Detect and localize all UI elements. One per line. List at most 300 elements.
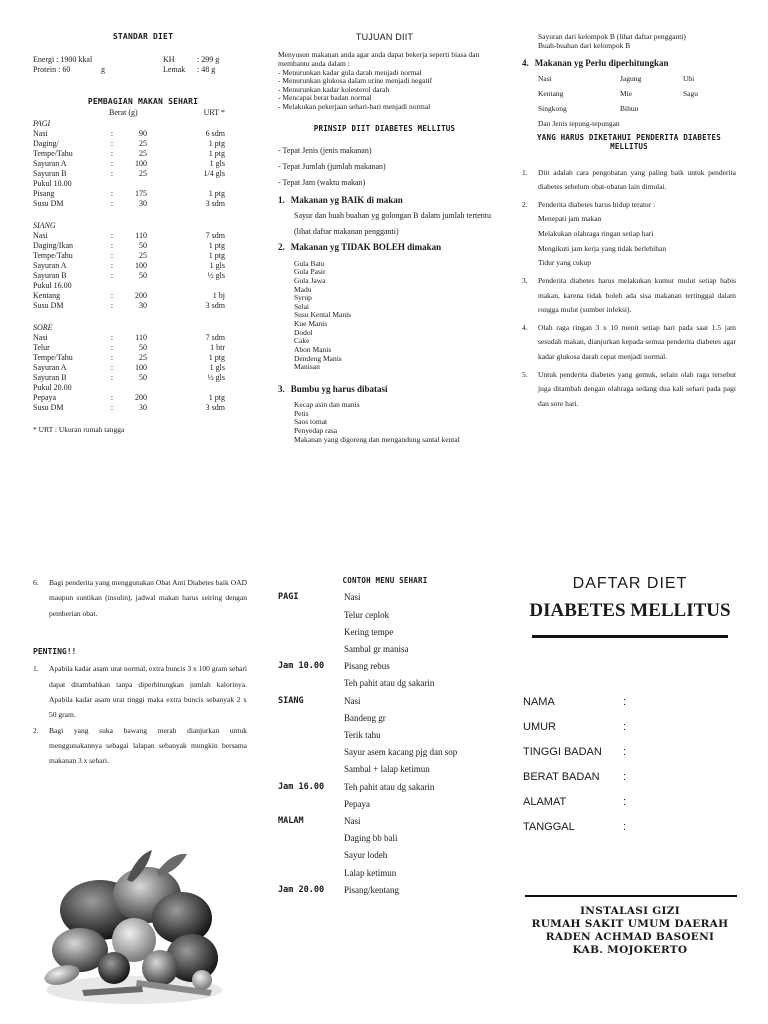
item-number: 5. [522, 369, 528, 379]
food-name: Susu DM [33, 199, 64, 208]
table-row [278, 744, 492, 761]
prinsip-title: PRINSIP DIIT DIABETES MELLITUS [313, 123, 456, 133]
field-colon: : [623, 746, 627, 759]
table-row [278, 607, 492, 624]
list-item: Madu [294, 284, 312, 294]
urt-value: 7 sdm [205, 231, 225, 240]
berat-value: 175 [135, 189, 147, 198]
table-row [33, 189, 253, 199]
energi-row [33, 55, 253, 65]
harus-diketahui-list [522, 166, 736, 412]
list-item: - Mencapai berat badan normal [278, 94, 491, 103]
heading-text: Makanan yg TIDAK BOLEH dimakan [290, 242, 442, 253]
table-row [33, 383, 253, 393]
food-name: Pukul 16.00 [33, 281, 72, 290]
berat-value [123, 179, 147, 189]
menu-item: Terik tahu [344, 730, 381, 740]
menu-time [278, 847, 344, 864]
list-item [522, 198, 736, 213]
food-name: Sayuran A [33, 159, 67, 168]
berat-value: 100 [135, 159, 147, 168]
list-item: Dodol [294, 327, 313, 337]
food-name: Sayuran B [33, 271, 67, 280]
kh-value: : 299 g [197, 55, 220, 64]
cover-title-line2: DIABETES MELLITUS [529, 600, 731, 621]
sep: : [110, 169, 114, 178]
table-row [278, 847, 492, 864]
menu-item: Kering tempe [344, 626, 394, 637]
item-text: Diit adalah cara pengobatan yang paling baik untuk penderita diabetes sebelum obat-obatan lain dimulai. [538, 167, 736, 192]
sep: : [110, 333, 114, 342]
food-name: Pukul 10.00 [33, 179, 72, 188]
list-item: - Tepat Jenis (jenis makanan) [278, 143, 491, 159]
table-row [278, 589, 492, 606]
urt-value: 1 bj [212, 291, 225, 300]
sep [101, 383, 123, 393]
table-row [33, 199, 253, 209]
item-number: 6. [33, 578, 39, 587]
heading-number: 3. [278, 383, 285, 394]
pengganti-note [522, 32, 736, 50]
menu-time: SIANG [278, 695, 304, 706]
list-item: - Melakukan pekerjaan sehari-hari menjadi normal [278, 103, 491, 112]
alamat-field [523, 791, 740, 816]
grid-cell: Mie [620, 89, 633, 99]
food-name: Sayuran B [33, 169, 67, 178]
berat-value: 200 [135, 393, 147, 402]
berat-value: 90 [139, 129, 147, 138]
list-item: Gula Batu [294, 258, 325, 268]
siang-label: SIANG [33, 221, 56, 230]
sub-item: Menepati jam makan [538, 214, 602, 224]
grid-row [538, 71, 736, 86]
protein-value: Protein : 60 [33, 65, 71, 74]
heading-text: Makanan yg BAIK di makan [290, 195, 403, 205]
institution-line: RUMAH SAKIT UMUM DAERAH [531, 917, 729, 930]
list-item: Sayuran dari kelompok B (lihat daftar pengganti) [538, 32, 686, 41]
food-name: Nasi [33, 333, 48, 342]
contoh-menu-table [278, 589, 492, 899]
berat-value: 200 [135, 291, 147, 300]
menu-item: Sambal + lalap ketimun [344, 764, 430, 775]
tidak-boleh-list [278, 260, 491, 372]
perlu-heading [522, 58, 736, 69]
menu-item: Bandeng gr [344, 712, 386, 723]
urt-value: 1 ptg [208, 189, 225, 198]
item-number: 4. [522, 322, 528, 332]
table-row [278, 624, 492, 641]
item-number: 1. [33, 664, 39, 674]
table-row [33, 159, 253, 169]
list-item: Gula Pasir [294, 267, 326, 277]
berat-value: 25 [139, 139, 147, 148]
food-name: Daging/Ikan [33, 241, 73, 250]
menu-time [278, 796, 344, 813]
berat-value [123, 383, 147, 393]
urt-value: 1 ptg [208, 353, 225, 362]
field-label: TINGGI BADAN [523, 746, 602, 759]
sep: : [110, 149, 114, 158]
berat-value: 25 [139, 149, 147, 158]
sore-table [33, 333, 253, 413]
table-row [33, 373, 253, 383]
grid-cell: Kentang [538, 89, 564, 99]
table-row [33, 393, 253, 403]
cover-title-line1: DAFTAR DIET [572, 575, 688, 592]
urt-value: 1 btr [210, 343, 225, 352]
berat-value: 25 [139, 353, 147, 362]
table-row [33, 353, 253, 363]
vegetables-image [42, 840, 227, 1005]
nama-field [523, 691, 740, 716]
menu-item: Nasi [344, 695, 361, 706]
table-row [33, 291, 253, 301]
item-text: Penderita diabetes harus melakukan kumur mulut setiap habis makan, karena tidak boleh ada sisa makanan tertinggal dalam rongga mulut (sumber infeksi). [538, 275, 736, 315]
list-item: - Menurunkan kadar kolesterol darah [278, 86, 491, 95]
urt-value: 3 sdm [205, 199, 225, 208]
list-item [33, 723, 247, 769]
urt-value: 3 sdm [205, 301, 225, 310]
sep: : [110, 241, 114, 250]
sep [101, 281, 123, 291]
item-text: Apabila kadar asam urat normal, extra buncis 3 x 100 gram sehari dapat ditambahkan tanpa diperhitungkan jumlah kalorinya. Apabila kadar asam urat tinggi maka extra buncis sebanyak 2 x 50 gram. [49, 664, 247, 720]
list-item: Selai [294, 301, 309, 311]
food-name: Sayuran A [33, 261, 67, 270]
heading-number: 2. [278, 242, 285, 253]
penting-list [33, 661, 247, 769]
grid-cell: Ubi [683, 74, 695, 84]
field-colon: : [623, 771, 627, 784]
protein-row [33, 65, 253, 75]
sep: : [110, 189, 114, 198]
menu-time [278, 865, 344, 882]
contoh-menu-section [278, 576, 492, 899]
table-row [33, 179, 253, 189]
pagi-table [33, 129, 253, 209]
list-item [522, 166, 736, 195]
table-row [33, 363, 253, 373]
list-item: Dendeng Manis [294, 353, 342, 363]
food-name: Pukul 20.00 [33, 383, 72, 392]
table-row [33, 301, 253, 311]
food-name: Tempe/Tahu [33, 353, 73, 362]
urt-value: 1 ptg [208, 139, 225, 148]
item-text: Olah raga ringan 3 x 10 menit setiap hari pada saat 1.5 jam sesudah makan, dianjurkan kepada semua penderita diabetes agar kadar glukosa darah cepat menjadi normal. [538, 322, 736, 361]
field-label: NAMA [523, 696, 555, 709]
energi-value: Energi : 1900 kkal [33, 55, 93, 64]
institution-line: RADEN ACHMAD BASOENI [545, 931, 715, 943]
sub-item: Tidur yang cukup [538, 258, 592, 268]
item-text: Bagi penderita yang menggunakan Obat Anti Diabetes baik OAD maupun suntikan (insulin), jadwal makan harus seiring dengan pemberian obat. [49, 578, 247, 618]
menu-time: Jam 16.00 [278, 781, 325, 792]
urt-value: 1/4 gls [203, 169, 225, 178]
sep [101, 179, 123, 189]
grid-cell: Jagung [620, 74, 642, 84]
menu-time: PAGI [278, 592, 299, 603]
food-name: Sayuran A [33, 363, 67, 372]
item-text: Untuk penderita diabetes yang gemuk, selain olah raga tersebut juga ditambah dengan olahraga sedang dua kali sehari pada pagi dan sore hari. [538, 369, 736, 408]
item-number: 1. [522, 167, 528, 177]
table-row [278, 761, 492, 778]
food-name: Nasi [33, 129, 48, 138]
table-row [33, 169, 253, 179]
standar-diet-section [33, 32, 253, 434]
sub-list [522, 212, 736, 271]
urt-value: ½ gls [207, 271, 225, 280]
urt-value: 6 sdm [205, 129, 225, 138]
menu-item: Daging bb bali [344, 833, 398, 844]
right-column-section [522, 32, 736, 412]
list-item: Penyedap rasa [294, 425, 338, 435]
list-item [522, 368, 736, 412]
pembagian-title: PEMBAGIAN MAKAN SEHARI [87, 97, 199, 106]
list-item: Gula Jawa [294, 275, 326, 285]
cover-divider [532, 635, 728, 638]
food-name: Susu DM [33, 403, 64, 412]
list-item: Syrup [294, 293, 312, 303]
list-item: Makanan yang digoreng dan mengandung santal kental [294, 434, 460, 444]
food-name: Pisang [33, 189, 55, 198]
sep: : [110, 403, 114, 412]
item-text: Penderita diabetes harus hidup teratur : [538, 199, 656, 209]
list-item [522, 274, 736, 318]
sep: : [110, 353, 114, 362]
table-row [33, 251, 253, 261]
table-row [33, 271, 253, 281]
urt-value: 1 ptg [208, 149, 225, 158]
table-row [278, 693, 492, 710]
sep: : [110, 159, 114, 168]
identity-form [520, 691, 740, 841]
food-name: Nasi [33, 231, 48, 240]
table-row [33, 261, 253, 271]
menu-time [278, 624, 344, 641]
menu-time [278, 744, 344, 761]
food-name: Susu DM [33, 301, 64, 310]
menu-time [278, 761, 344, 778]
sep: : [110, 271, 114, 280]
table-row [33, 343, 253, 353]
field-label: TANGGAL [523, 821, 575, 834]
list-item: Buah-buahan dari kelompok B [538, 41, 631, 50]
menu-item: Sayur lodeh [344, 850, 388, 861]
menu-time [278, 607, 344, 624]
list-item: Kecap asin dan manis [294, 400, 360, 410]
grid-cell: Nasi [538, 74, 552, 84]
menu-time [278, 675, 344, 692]
berat-value: 25 [139, 251, 147, 260]
field-colon: : [623, 796, 627, 809]
umur-field [523, 716, 740, 741]
urt-value: 1 ptg [208, 241, 225, 250]
bottom-left-section [33, 575, 247, 769]
item-6 [33, 575, 247, 621]
berat-value: 100 [135, 363, 147, 372]
tujuan-title: TUJUAN DIIT [355, 32, 414, 42]
urt-value: 3 sdm [205, 403, 225, 412]
urt-value [147, 383, 225, 393]
grid-row [538, 101, 736, 116]
list-item: Cake [294, 336, 310, 346]
table-row [278, 882, 492, 899]
sep: : [110, 231, 114, 240]
header-berat: Berat (g) [109, 108, 138, 117]
lemak-label: Lemak [163, 65, 186, 74]
field-colon: : [623, 696, 627, 709]
menu-item: Pisang rebus [344, 661, 390, 672]
food-name: Sayuran B [33, 373, 67, 382]
menu-item: Pisang/kentang [344, 884, 399, 895]
heading-number: 4. [522, 58, 529, 68]
heading-number: 1. [278, 195, 285, 205]
menu-item: Nasi [344, 592, 361, 603]
item-text: Bagi yang suka bawang merah dianjurkan untuk menggunakannya sebagai lalapan sebanyak mungkin bersama makanan 3 x sehari. [49, 725, 247, 766]
table-row [278, 865, 492, 882]
urt-value: 7 sdm [205, 333, 225, 342]
tujuan-diit-section [278, 32, 491, 444]
sep: : [110, 373, 114, 382]
item-number: 2. [522, 199, 528, 209]
table-row [278, 727, 492, 744]
sub-item: Melakukan olahraga ringan setiap hari [538, 229, 654, 238]
table-row [33, 231, 253, 241]
berat-value: 30 [139, 199, 147, 208]
pembagian-header [33, 108, 253, 118]
urt-value [147, 281, 225, 291]
urt-footnote: * URT : Ukuran rumah tangga [33, 425, 125, 434]
tidak-boleh-heading [278, 242, 491, 253]
lemak-value: : 48 g [197, 65, 216, 74]
food-name: Pepaya [33, 393, 57, 402]
sep: : [110, 251, 114, 260]
berat-value: 30 [139, 403, 147, 412]
table-row [33, 149, 253, 159]
penting-title: PENTING!! [33, 647, 77, 657]
table-row [278, 813, 492, 830]
harus-diketahui-title: YANG HARUS DIKETAHUI PENDERITA DIABETES MELLITUS [537, 133, 721, 151]
menu-time: MALAM [278, 816, 304, 827]
kh-label: KH [163, 55, 175, 64]
list-item [522, 321, 736, 365]
list-item: Manisan [294, 362, 320, 372]
sep: : [110, 301, 114, 310]
header-urt: URT * [203, 108, 225, 117]
grid-cell: Bihun [620, 104, 639, 114]
sore-label: SORE [33, 323, 53, 332]
cover-section [520, 574, 740, 957]
tujuan-intro: Menyusun makanan anda agar anda dapat bekerja seperti biasa dan membantu anda dalam : [278, 50, 480, 68]
baik-text: Sayur dan buah buahan yg golongan B dalam jumlah tertentu (lihat daftar makanan pengganti) [294, 211, 491, 236]
berat-value: 30 [139, 301, 147, 310]
menu-time: Jam 10.00 [278, 661, 325, 672]
tinggi-badan-field [523, 741, 740, 766]
sep: : [110, 139, 114, 148]
food-name: Daging/ [33, 139, 59, 148]
table-row [278, 641, 492, 658]
list-item: - Tepat Jam (waktu makan) [278, 175, 491, 191]
sep: : [110, 363, 114, 372]
table-row [33, 333, 253, 343]
pagi-label: PAGI [33, 119, 51, 128]
urt-value: 1 ptg [208, 393, 225, 402]
table-row [33, 403, 253, 413]
menu-time: Jam 20.00 [278, 884, 325, 895]
urt-value: 1 gls [209, 261, 225, 270]
table-row [278, 796, 492, 813]
contoh-menu-title: CONTOH MENU SEHARI [342, 576, 428, 585]
berat-value [123, 281, 147, 291]
table-row [33, 129, 253, 139]
bumbu-heading [278, 384, 491, 395]
institution-block [520, 905, 740, 958]
field-colon: : [623, 821, 627, 834]
grid-row [538, 86, 736, 101]
tujuan-list [278, 69, 491, 112]
grid-cell: Sagu [683, 89, 698, 99]
berat-value: 50 [139, 241, 147, 250]
berat-value: 100 [135, 261, 147, 270]
sub-item: Mengikuti jam kerja yang tidak berlebihan [538, 243, 667, 253]
perlu-grid [522, 71, 736, 130]
urt-value [147, 179, 225, 189]
tanggal-field [523, 816, 740, 841]
menu-item: Sayur asem kacang pjg dan sop [344, 747, 458, 758]
item-number: 3. [522, 275, 528, 285]
berat-value: 50 [139, 271, 147, 280]
list-item: Susu Kental Manis [294, 310, 352, 320]
table-row [33, 241, 253, 251]
perlu-extra: Dan Jenis tepung-tepungan [538, 118, 620, 128]
urt-value: 1 gls [209, 159, 225, 168]
urt-value: 1 ptg [208, 251, 225, 260]
berat-value: 110 [135, 333, 147, 342]
item-number: 2. [33, 725, 39, 735]
menu-item: Telur ceplok [344, 609, 390, 620]
menu-time [278, 710, 344, 727]
menu-item: Nasi [344, 816, 361, 827]
sep: : [110, 393, 114, 402]
list-item [33, 661, 247, 723]
bumbu-list [278, 401, 491, 444]
sep: : [110, 261, 114, 270]
menu-time [278, 830, 344, 847]
food-name: Telur [33, 343, 50, 352]
food-name: Tempe/Tahu [33, 251, 73, 260]
sep: : [110, 199, 114, 208]
field-colon: : [623, 721, 627, 734]
berat-value: 25 [139, 169, 147, 178]
field-label: ALAMAT [523, 796, 567, 809]
field-label: BERAT BADAN [523, 771, 600, 784]
list-item: - Tepat Jumlah (jumlah makanan) [278, 159, 491, 175]
table-row [33, 281, 253, 291]
siang-table [33, 231, 253, 311]
sep: : [110, 129, 114, 138]
table-row [278, 658, 492, 675]
field-label: UMUR [523, 721, 556, 734]
list-item: Abon Manis [294, 344, 332, 354]
menu-time [278, 727, 344, 744]
berat-value: 50 [139, 343, 147, 352]
table-row [33, 139, 253, 149]
sep: : [110, 343, 114, 352]
menu-time [278, 641, 344, 658]
institution-divider [525, 895, 737, 897]
sep: : [110, 291, 114, 300]
heading-text: Bumbu yg harus dibatasi [290, 383, 388, 394]
protein-unit: g [101, 65, 105, 74]
grid-cell: Singkong [538, 104, 567, 114]
